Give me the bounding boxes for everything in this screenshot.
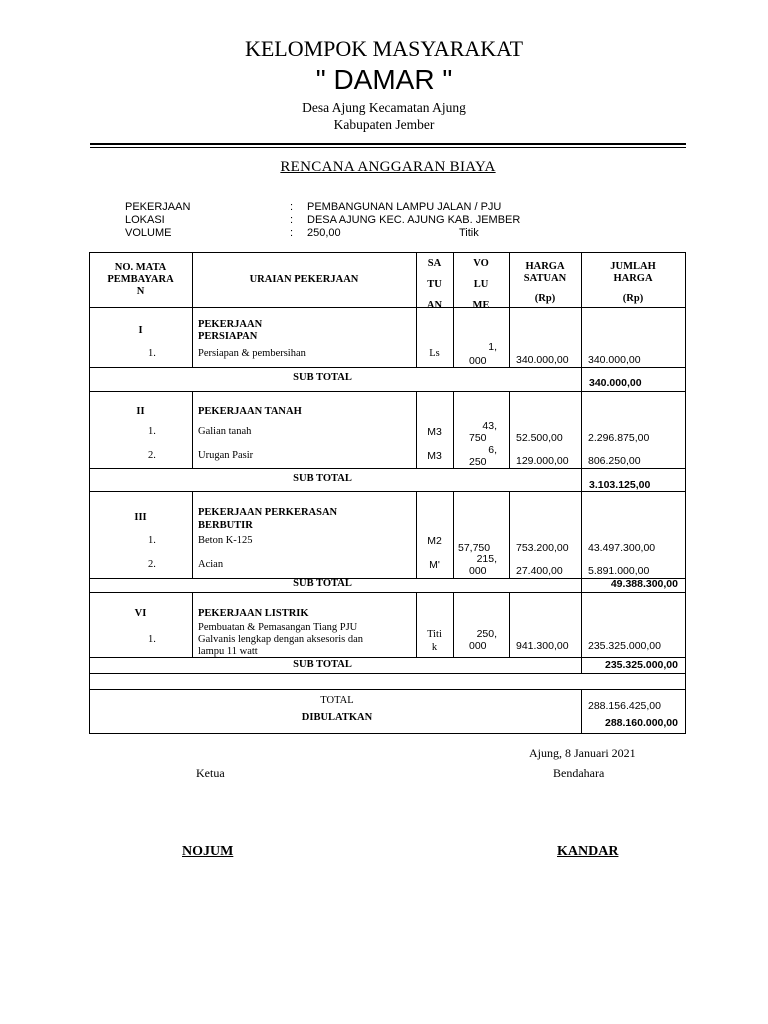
pekerjaan-value: PEMBANGUNAN LAMPU JALAN / PJU <box>307 201 502 213</box>
header-satuan <box>416 253 453 316</box>
s2-item2-unit: M3 <box>427 450 442 462</box>
s4-roman: VI <box>134 608 147 619</box>
total-value: 288.156.425,00 <box>588 700 661 712</box>
lokasi-value: DESA AJUNG KEC. AJUNG KAB. JEMBER <box>307 214 521 226</box>
s3-roman: III <box>134 512 147 523</box>
s3-item2-vol-b: 000 <box>469 565 487 577</box>
s4-item1-desc-line3: lampu 11 watt <box>198 646 258 657</box>
volume-sep: : <box>290 227 294 239</box>
s1-subtotal-value: 340.000,00 <box>589 377 642 389</box>
bendahara-name: KANDAR <box>557 844 619 859</box>
s1-title-line2: PERSIAPAN <box>198 331 258 342</box>
header-col5-line1: HARGA <box>525 261 565 272</box>
s4-item1-price: 941.300,00 <box>516 640 569 652</box>
ketua-role: Ketua <box>196 766 225 780</box>
s4-item1-unit <box>416 628 453 654</box>
s1-title <box>198 319 262 343</box>
s3-item1-no: 1. <box>148 535 156 546</box>
header-volume <box>453 253 509 316</box>
s3-subtotal-label: SUB TOTAL <box>293 578 352 589</box>
volume-unit: Titik <box>459 227 479 239</box>
s3-item2-unit: M' <box>429 559 440 571</box>
s4-item1-unit-line2: k <box>431 642 438 653</box>
s2-item1-unit: M3 <box>427 426 442 438</box>
s4-item1-desc <box>198 622 363 658</box>
s2-subtotal-value: 3.103.125,00 <box>589 479 651 491</box>
s2-item2-vol-a: 6, <box>488 444 497 456</box>
s3-title <box>198 506 337 532</box>
s2-item1-desc: Galian tanah <box>198 426 252 437</box>
lokasi-sep: : <box>290 214 294 226</box>
address-line-1: Desa Ajung Kecamatan Ajung <box>302 100 466 115</box>
s3-item2-no: 2. <box>148 559 156 570</box>
header-col3-line1: SA <box>427 258 442 269</box>
volume-value: 250,00 <box>307 227 341 239</box>
s2-title: PEKERJAAN TANAH <box>198 406 302 417</box>
s2-roman: II <box>136 406 145 417</box>
header-uraian-pekerjaan: URAIAN PEKERJAAN <box>249 274 359 285</box>
pekerjaan-sep: : <box>290 201 294 213</box>
s2-item2-no: 2. <box>148 450 156 461</box>
header-col4-line3: ME <box>472 300 490 311</box>
header-col3-line3: AN <box>426 300 443 311</box>
lokasi-label: LOKASI <box>125 214 165 226</box>
header-col3-line2: TU <box>427 279 442 290</box>
s3-item2-vol-a: 215, <box>476 553 497 565</box>
header-col1-line1: NO. MATA <box>114 262 167 273</box>
s2-item2-desc: Urugan Pasir <box>198 450 254 461</box>
header-col5-line3: (Rp) <box>534 293 556 304</box>
header-col6-line1: JUMLAH <box>610 261 656 272</box>
header-no-mata-pembayaran <box>89 262 192 298</box>
document-title: RENCANA ANGGARAN BIAYA <box>280 159 496 175</box>
s2-item1-price: 52.500,00 <box>516 432 563 444</box>
s4-item1-desc-line1: Pembuatan & Pemasangan Tiang PJU <box>198 622 358 633</box>
s4-item1-total: 235.325.000,00 <box>588 640 661 652</box>
s3-item1-desc: Beton K-125 <box>198 535 253 546</box>
pekerjaan-label: PEKERJAAN <box>125 201 191 213</box>
s1-subtotal-label: SUB TOTAL <box>293 372 352 383</box>
s3-item1-total: 43.497.300,00 <box>588 542 656 554</box>
header-col4-line1: VO <box>473 258 489 269</box>
s4-item1-unit-line1: Titi <box>427 629 442 640</box>
header-harga-satuan <box>509 261 581 305</box>
s2-item2-vol-b: 250 <box>469 456 487 468</box>
ketua-name: NOJUM <box>182 844 234 859</box>
s1-item1-vol-b: 000 <box>469 355 487 367</box>
rounded-value: 288.160.000,00 <box>605 717 678 729</box>
header-col1-line2: PEMBAYARA <box>107 274 174 285</box>
header-col6-line2: HARGA <box>613 273 653 284</box>
address-line-2: Kabupaten Jember <box>333 117 435 132</box>
s1-roman: I <box>138 325 143 336</box>
header-col4-line2: LU <box>473 279 489 290</box>
s4-item1-no: 1. <box>148 634 156 645</box>
s1-item1-total: 340.000,00 <box>588 354 641 366</box>
header-col1-line3: N <box>136 286 145 297</box>
s1-item1-desc: Persiapan & pembersihan <box>198 348 306 359</box>
s1-item1-unit: Ls <box>429 348 440 359</box>
s3-item2-desc: Acian <box>198 559 224 570</box>
s2-item1-no: 1. <box>148 426 156 437</box>
s3-subtotal-value: 49.388.300,00 <box>610 578 678 590</box>
bendahara-role: Bendahara <box>553 766 605 780</box>
s4-item1-desc-line2: Galvanis lengkap dengan aksesoris dan <box>198 634 364 645</box>
s2-item1-vol-a: 43, <box>482 420 497 432</box>
s3-item1-vol: 57,750 <box>458 542 491 554</box>
s2-subtotal-label: SUB TOTAL <box>293 473 352 484</box>
s2-item1-total: 2.296.875,00 <box>588 432 650 444</box>
org-line: KELOMPOK MASYARAKAT <box>244 36 524 61</box>
s4-item1-vol-b: 000 <box>469 640 487 652</box>
org-name: " DAMAR " <box>315 64 453 95</box>
s3-title-line2: BERBUTIR <box>198 520 253 531</box>
header-col6-line3: (Rp) <box>622 293 644 304</box>
s4-title: PEKERJAAN LISTRIK <box>198 608 309 619</box>
s3-item1-unit: M2 <box>427 535 442 547</box>
header-jumlah-harga <box>581 261 685 305</box>
s1-item1-no: 1. <box>148 348 156 359</box>
rounded-label: DIBULATKAN <box>301 712 373 723</box>
s2-item2-total: 806.250,00 <box>588 455 641 467</box>
s1-item1-vol-a: 1, <box>488 341 497 353</box>
s1-title-line1: PEKERJAAN <box>198 319 263 330</box>
s4-subtotal-label: SUB TOTAL <box>293 659 352 670</box>
volume-label: VOLUME <box>125 227 172 239</box>
s3-item2-price: 27.400,00 <box>516 565 563 577</box>
total-label: TOTAL <box>320 695 354 706</box>
s4-item1-vol-a: 250, <box>476 628 497 640</box>
s4-subtotal-value: 235.325.000,00 <box>605 659 678 671</box>
s3-item1-price: 753.200,00 <box>516 542 569 554</box>
header-col5-line2: SATUAN <box>523 273 567 284</box>
s3-title-line1: PEKERJAAN PERKERASAN <box>198 507 338 518</box>
s3-item2-total: 5.891.000,00 <box>588 565 650 577</box>
s2-item2-price: 129.000,00 <box>516 455 569 467</box>
s2-item1-vol-b: 750 <box>469 432 487 444</box>
s1-item1-price: 340.000,00 <box>516 354 569 366</box>
place-date: Ajung, 8 Januari 2021 <box>529 746 636 760</box>
